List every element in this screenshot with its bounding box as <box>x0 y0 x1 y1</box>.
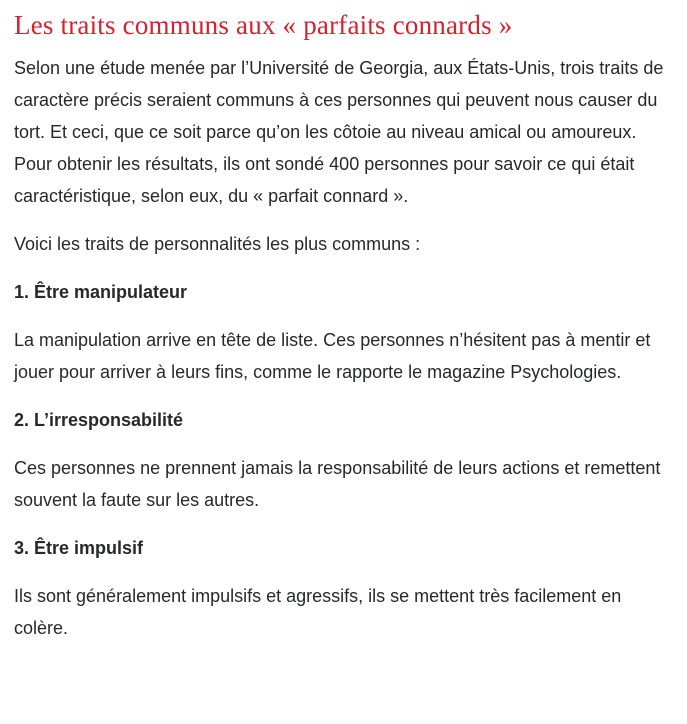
article-title: Les traits communs aux « parfaits connards » <box>14 10 513 40</box>
section-body-2: Ces personnes ne prennent jamais la responsabilité de leurs actions et remettent souvent la faute sur les autres. <box>14 458 661 510</box>
section-body-1: La manipulation arrive en tête de liste. Ces personnes n’hésitent pas à mentir et jouer pour arriver à leurs fins, comme le rapporte le magazine Psychologies. <box>14 330 651 382</box>
article-leadin-paragraph: Voici les traits de personnalités les plus communs : <box>14 234 421 254</box>
section-heading-3: 3. Être impulsif <box>14 538 144 558</box>
section-body-3: Ils sont généralement impulsifs et agressifs, ils se mettent très facilement en colère. <box>14 586 622 638</box>
article-intro-paragraph: Selon une étude menée par l’Université de Georgia, aux États-Unis, trois traits de caractère précis seraient communs à ces personnes qui peuvent nous causer du tort. Et ceci, que ce soit parce qu’on les côtoie au niveau amical ou amoureux. Pour obtenir les résultats, ils ont sondé 400 personnes pour savoir ce qui était caractéristique, selon eux, du « parfait connard ». <box>14 58 664 206</box>
section-heading-1: 1. Être manipulateur <box>14 282 188 302</box>
section-heading-2: 2. L’irresponsabilité <box>14 410 184 430</box>
